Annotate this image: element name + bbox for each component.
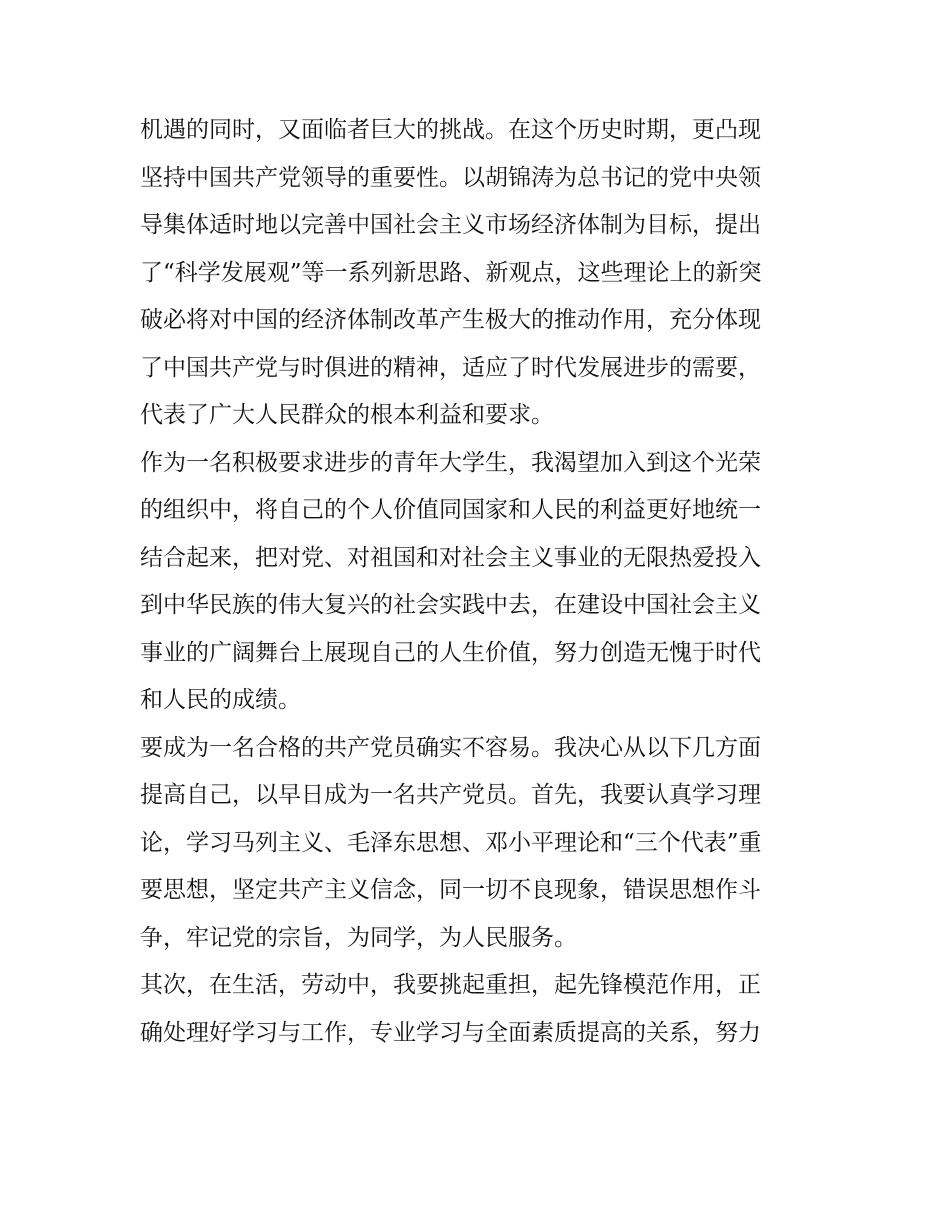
- text-line: 到中华民族的伟大复兴的社会实践中去，在建设中国社会主义: [140, 592, 761, 618]
- text-line: 的组织中，将自己的个人价值同国家和人民的利益更好地统一: [140, 497, 761, 523]
- document-body: [140, 107, 820, 1057]
- text-line: 其次，在生活，劳动中，我要挑起重担，起先锋模范作用，正: [140, 972, 761, 998]
- text-line: 坚持中国共产党领导的重要性。以胡锦涛为总书记的党中央领: [140, 164, 761, 191]
- text-line: 代表了广大人民群众的根本利益和要求。: [140, 402, 554, 428]
- text-line: 确处理好学习与工作，专业学习与全面素质提高的关系，努力: [140, 1019, 761, 1046]
- text-line: 作为一名积极要求进步的青年大学生，我渴望加入到这个光荣: [140, 449, 761, 476]
- text-line: 要思想，坚定共产主义信念，同一切不良现象，错误思想作斗: [140, 877, 761, 903]
- text-line: 提高自己，以早日成为一名共产党员。首先，我要认真学习理: [140, 782, 761, 808]
- text-line: 要成为一名合格的共产党员确实不容易。我决心从以下几方面: [140, 734, 761, 761]
- text-line: 破必将对中国的经济体制改革产生极大的推动作用，充分体现: [140, 307, 761, 333]
- text-line: 和人民的成绩。: [140, 687, 301, 713]
- text-line: 论，学习马列主义、毛泽东思想、邓小平理论和“三个代表”重: [140, 829, 762, 856]
- text-line: 结合起来，把对党、对祖国和对社会主义事业的无限热爱投入: [140, 544, 761, 571]
- text-line: 了中国共产党与时俱进的精神，适应了时代发展进步的需要，: [140, 354, 761, 381]
- text-line: 了“科学发展观”等一系列新思路、新观点，这些理论上的新突: [140, 259, 762, 286]
- text-line: 机遇的同时，又面临者巨大的挑战。在这个历史时期，更凸现: [140, 117, 761, 143]
- text-line: 争，牢记党的宗旨，为同学，为人民服务。: [140, 924, 577, 951]
- text-line: 导集体适时地以完善中国社会主义市场经济体制为目标，提出: [140, 212, 761, 238]
- text-line: 事业的广阔舞台上展现自己的人生价值，努力创造无愧于时代: [140, 639, 761, 666]
